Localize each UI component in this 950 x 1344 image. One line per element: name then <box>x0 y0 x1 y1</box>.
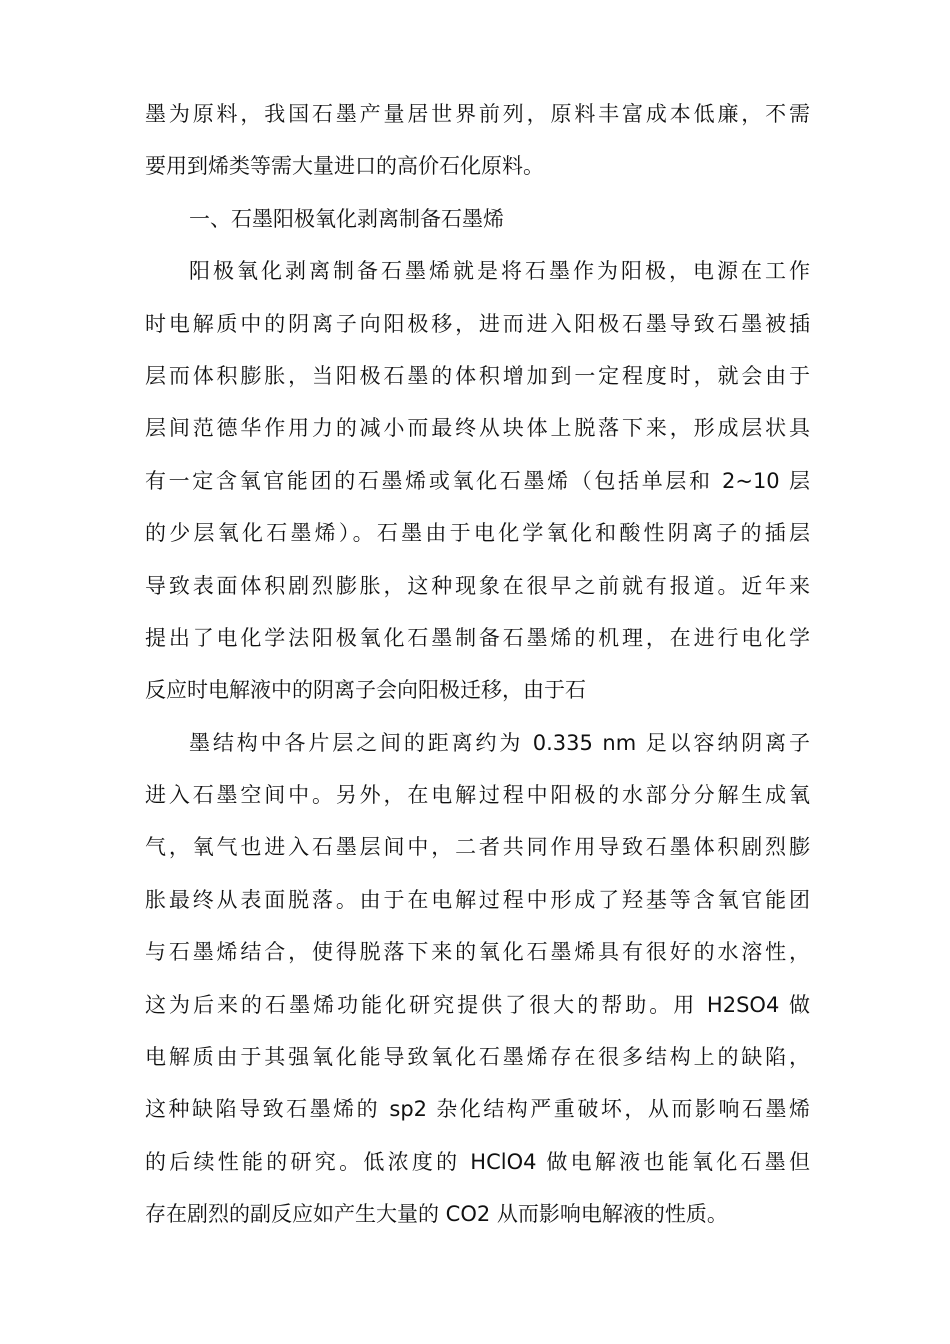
paragraph-line: 墨结构中各片层之间的距离约为 0.335 nm 足以容纳阴离子 <box>189 730 810 755</box>
paragraph-line: 存在剧烈的副反应如产生大量的 CO2 从而影响电解液的性质。 <box>145 1202 728 1227</box>
paragraph-1 <box>145 245 810 717</box>
section-heading: 一、石墨阳极氧化剥离制备石墨烯 <box>189 206 504 231</box>
paragraph-line: 这为后来的石墨烯功能化研究提供了很大的帮助。用 H2SO4 做 <box>145 992 810 1017</box>
document-body <box>145 88 810 1241</box>
paragraph-line: 的少层氧化石墨烯）。石墨由于电化学氧化和酸性阴离子的插层 <box>145 521 810 546</box>
paragraph-2 <box>145 717 810 1241</box>
paragraph-line: 气，氧气也进入石墨层间中，二者共同作用导致石墨体积剧烈膨 <box>145 835 810 860</box>
paragraph-line: 层间范德华作用力的减小而最终从块体上脱落下来，形成层状具 <box>145 416 810 441</box>
paragraph-line: 反应时电解液中的阴离子会向阳极迁移，由于石 <box>145 678 586 703</box>
paragraph-line: 这种缺陷导致石墨烯的 sp2 杂化结构严重破坏，从而影响石墨烯 <box>145 1097 810 1122</box>
paragraph-line: 阳极氧化剥离制备石墨烯就是将石墨作为阳极，电源在工作 <box>189 259 810 284</box>
paragraph-line: 进入石墨空间中。另外，在电解过程中阳极的水部分分解生成氧 <box>145 783 810 808</box>
paragraph-line: 与石墨烯结合，使得脱落下来的氧化石墨烯具有很好的水溶性， <box>145 940 810 965</box>
paragraph-line: 层而体积膨胀，当阳极石墨的体积增加到一定程度时，就会由于 <box>145 363 810 388</box>
paragraph-line: 提出了电化学法阳极氧化石墨制备石墨烯的机理，在进行电化学 <box>145 625 810 650</box>
paragraph-line: 胀最终从表面脱落。由于在电解过程中形成了羟基等含氧官能团 <box>145 887 810 912</box>
paragraph-line: 的后续性能的研究。低浓度的 HClO4 做电解液也能氧化石墨但 <box>145 1149 810 1174</box>
paragraph-line: 墨为原料，我国石墨产量居世界前列，原料丰富成本低廉，不需 <box>145 102 810 126</box>
paragraph-0 <box>145 88 810 193</box>
paragraph-line: 导致表面体积剧烈膨胀，这种现象在很早之前就有报道。近年来 <box>145 573 810 598</box>
paragraph-line: 电解质由于其强氧化能导致氧化石墨烯存在很多结构上的缺陷， <box>145 1045 810 1070</box>
paragraph-line: 有一定含氧官能团的石墨烯或氧化石墨烯（包括单层和 2~10 层 <box>145 468 810 493</box>
paragraph-line: 时电解质中的阴离子向阳极移，进而进入阳极石墨导致石墨被插 <box>145 311 810 336</box>
paragraph-line: 要用到烯类等需大量进口的高价石化原料。 <box>145 154 544 179</box>
